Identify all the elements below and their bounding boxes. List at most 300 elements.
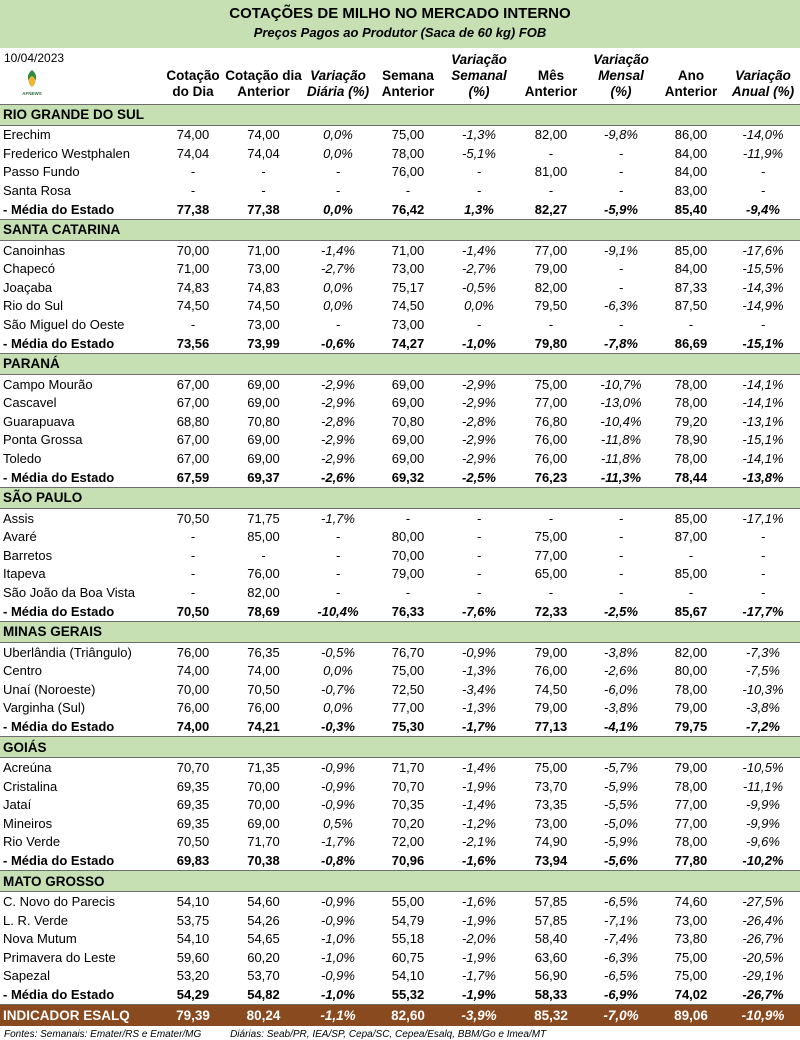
city-cell: - <box>476 183 482 199</box>
table-row <box>0 297 800 316</box>
average-cell: 79,75 <box>656 717 726 737</box>
city-cell: 73,00 <box>674 912 708 928</box>
header-row <box>0 48 800 104</box>
city-cell: 78,90 <box>674 432 708 448</box>
city-cell: 72,00 <box>391 834 425 850</box>
table-row <box>0 259 800 278</box>
table-row <box>0 431 800 450</box>
city-label: Toledo <box>3 451 42 467</box>
header-semana-anterior: Semana Anterior <box>381 67 435 99</box>
city-cell: 76,00 <box>534 432 568 448</box>
average-cell: 54,29 <box>161 985 225 1005</box>
city-cell: -0,9% <box>321 893 355 909</box>
city-cell: 74,50 <box>247 298 280 314</box>
city-cell: 78,00 <box>674 681 708 697</box>
city-cell: 0,0% <box>323 127 353 143</box>
city-cell: - <box>476 164 482 180</box>
average-cell: 77,38 <box>161 200 225 220</box>
city-label: Assis <box>3 510 35 526</box>
city-cell: - <box>688 547 694 563</box>
city-cell: 69,35 <box>176 797 210 813</box>
city-cell: -11,8% <box>600 451 642 467</box>
average-cell: 82,27 <box>516 200 586 220</box>
city-cell: -2,9% <box>321 376 355 392</box>
city-cell: 54,65 <box>247 931 280 947</box>
city-cell: - <box>618 547 624 563</box>
city-cell: - <box>335 183 341 199</box>
city-cell: 71,00 <box>391 242 425 258</box>
city-cell: 87,50 <box>674 298 708 314</box>
city-cell: -14,1% <box>742 451 784 467</box>
city-label: Joaçaba <box>3 279 53 295</box>
city-cell: -7,3% <box>746 644 780 660</box>
state-average-row <box>0 334 800 354</box>
table-row <box>0 181 800 200</box>
city-cell: - <box>760 183 766 199</box>
city-cell: - <box>335 566 341 582</box>
table-row <box>0 642 800 661</box>
average-label: - Média do Estado <box>0 717 161 737</box>
city-cell: 71,75 <box>247 510 280 526</box>
city-cell: - <box>190 317 196 333</box>
city-cell: 80,00 <box>391 529 425 545</box>
state-average-row <box>0 851 800 871</box>
average-cell: 76,23 <box>516 468 586 488</box>
average-cell: 85,40 <box>656 200 726 220</box>
city-cell: 71,70 <box>247 834 280 850</box>
city-cell: -0,9% <box>462 644 496 660</box>
table-row <box>0 278 800 297</box>
city-cell: - <box>548 317 554 333</box>
city-cell: -20,5% <box>742 949 784 965</box>
average-cell: -1,7% <box>442 717 516 737</box>
average-label: - Média do Estado <box>0 468 161 488</box>
city-cell: -1,4% <box>462 242 496 258</box>
state-name: MINAS GERAIS <box>0 621 800 642</box>
city-cell: 0,0% <box>464 298 494 314</box>
city-cell: -1,9% <box>462 912 496 928</box>
average-cell: -4,1% <box>586 717 656 737</box>
city-cell: - <box>405 584 411 600</box>
city-cell: - <box>760 529 766 545</box>
state-section-header <box>0 219 800 240</box>
state-name: GOIÁS <box>0 737 800 758</box>
city-label: Mineiros <box>3 815 53 831</box>
city-cell: -3,8% <box>604 644 638 660</box>
city-cell: -13,0% <box>600 395 642 411</box>
city-cell: -1,4% <box>462 797 496 813</box>
average-cell: 74,02 <box>656 985 726 1005</box>
city-cell: 60,75 <box>391 949 425 965</box>
city-cell: -1,3% <box>462 663 496 679</box>
city-cell: 77,00 <box>534 242 568 258</box>
city-label: Acreúna <box>3 759 52 775</box>
city-cell: 73,00 <box>391 317 425 333</box>
average-cell: -2,5% <box>586 602 656 622</box>
city-cell: - <box>760 317 766 333</box>
city-cell: -26,4% <box>742 912 784 928</box>
city-cell: -2,7% <box>462 261 496 277</box>
city-cell: -9,9% <box>746 797 780 813</box>
city-cell: 71,35 <box>247 759 280 775</box>
city-cell: 70,35 <box>391 797 425 813</box>
average-cell: 79,80 <box>516 334 586 354</box>
city-cell: - <box>618 279 624 295</box>
city-cell: 71,00 <box>247 242 280 258</box>
city-cell: 54,10 <box>176 893 210 909</box>
city-cell: - <box>618 584 624 600</box>
table-row <box>0 583 800 602</box>
average-cell: -1,6% <box>442 851 516 871</box>
table-row <box>0 374 800 393</box>
table-row <box>0 240 800 259</box>
city-label: Jataí <box>3 797 32 813</box>
average-cell: -11,3% <box>586 468 656 488</box>
city-cell: - <box>261 164 266 180</box>
average-cell: 85,67 <box>656 602 726 622</box>
average-cell: -7,6% <box>442 602 516 622</box>
city-cell: 78,00 <box>391 145 425 161</box>
city-cell: -3,8% <box>746 700 780 716</box>
city-cell: -27,5% <box>742 893 784 909</box>
average-cell: 1,3% <box>442 200 516 220</box>
state-section-header <box>0 737 800 758</box>
city-label: Avaré <box>3 529 37 545</box>
table-row <box>0 929 800 948</box>
average-cell: 54,82 <box>225 985 302 1005</box>
city-cell: - <box>688 317 694 333</box>
city-cell: 74,04 <box>176 145 210 161</box>
average-cell: 67,59 <box>161 468 225 488</box>
city-cell: -10,3% <box>742 681 784 697</box>
city-cell: 72,50 <box>391 681 425 697</box>
city-cell: -1,4% <box>462 759 496 775</box>
average-cell: 77,13 <box>516 717 586 737</box>
table-row <box>0 508 800 527</box>
average-cell: 78,44 <box>656 468 726 488</box>
indicator-cell: 85,32 <box>516 1005 586 1027</box>
average-cell: 74,27 <box>374 334 442 354</box>
city-cell: -2,8% <box>462 413 496 429</box>
city-cell: 69,00 <box>247 376 280 392</box>
header-variacao-diaria: Variação Diária (%) <box>306 67 370 99</box>
city-label: Campo Mourão <box>3 376 93 392</box>
table-row <box>0 892 800 911</box>
city-cell: 70,00 <box>176 681 210 697</box>
average-label: - Média do Estado <box>0 200 161 220</box>
city-cell: -1,7% <box>462 968 496 984</box>
city-cell: -9,8% <box>604 127 638 143</box>
city-cell: 84,00 <box>674 261 708 277</box>
city-cell: 70,50 <box>176 834 210 850</box>
city-cell: -6,0% <box>604 681 638 697</box>
city-cell: 0,0% <box>323 298 353 314</box>
state-average-row <box>0 200 800 220</box>
table-row <box>0 449 800 468</box>
average-cell: -5,9% <box>586 200 656 220</box>
city-label: Canoinhas <box>3 242 66 258</box>
city-cell: 73,00 <box>534 815 568 831</box>
city-cell: 70,70 <box>391 778 425 794</box>
city-cell: -14,3% <box>742 279 784 295</box>
table-row <box>0 777 800 796</box>
average-cell: 78,69 <box>225 602 302 622</box>
city-cell: 85,00 <box>674 566 708 582</box>
city-cell: 54,79 <box>391 912 425 928</box>
average-cell: 69,37 <box>225 468 302 488</box>
city-cell: - <box>261 183 266 199</box>
city-cell: 74,00 <box>247 127 280 143</box>
average-cell: 73,94 <box>516 851 586 871</box>
city-cell: -1,4% <box>321 242 355 258</box>
city-cell: 76,70 <box>391 644 425 660</box>
city-cell: 71,00 <box>176 261 210 277</box>
city-cell: -2,9% <box>462 432 496 448</box>
city-cell: 74,83 <box>247 279 280 295</box>
city-cell: -1,6% <box>462 893 496 909</box>
average-cell: 76,33 <box>374 602 442 622</box>
table-body <box>0 104 800 1026</box>
table-row <box>0 315 800 334</box>
city-cell: - <box>688 584 694 600</box>
header-variacao-semanal: Variação Semanal (%) <box>451 51 507 99</box>
table-row <box>0 814 800 833</box>
indicator-cell: -3,9% <box>442 1005 516 1027</box>
city-cell: -1,2% <box>462 815 496 831</box>
city-cell: -5,9% <box>604 778 638 794</box>
city-cell: 56,90 <box>534 968 568 984</box>
city-cell: 83,00 <box>674 183 708 199</box>
city-cell: -2,7% <box>321 261 355 277</box>
city-cell: 75,00 <box>674 968 708 984</box>
city-label: Chapecó <box>3 261 56 277</box>
city-cell: 76,00 <box>534 663 568 679</box>
city-cell: 0,0% <box>323 279 353 295</box>
average-cell: -10,4% <box>302 602 374 622</box>
city-label: Uberlândia (Triângulo) <box>3 644 132 660</box>
city-cell: -14,9% <box>742 298 784 314</box>
city-cell: 70,70 <box>176 759 210 775</box>
city-cell: 79,50 <box>534 298 568 314</box>
header-mes-anterior: Mês Anterior <box>524 67 578 99</box>
average-cell: -10,2% <box>726 851 800 871</box>
city-cell: 77,00 <box>534 395 568 411</box>
table-row <box>0 967 800 986</box>
average-cell: 70,50 <box>161 602 225 622</box>
table-row <box>0 758 800 777</box>
city-cell: 58,40 <box>534 931 568 947</box>
city-cell: -1,0% <box>321 949 355 965</box>
city-cell: -14,0% <box>742 127 784 143</box>
city-cell: 60,20 <box>247 949 280 965</box>
state-name: PARANÁ <box>0 353 800 374</box>
table-row <box>0 661 800 680</box>
city-cell: 0,0% <box>323 145 353 161</box>
city-cell: - <box>618 566 624 582</box>
city-cell: 57,85 <box>534 893 568 909</box>
indicator-esalq-row <box>0 1005 800 1027</box>
city-cell: - <box>548 584 554 600</box>
city-cell: - <box>190 183 196 199</box>
table-row <box>0 680 800 699</box>
city-cell: -5,0% <box>604 815 638 831</box>
table-row <box>0 527 800 546</box>
city-cell: 69,35 <box>176 815 210 831</box>
state-section-header <box>0 871 800 892</box>
header-cotacao-anterior: Cotação dia Anterior <box>225 67 302 99</box>
city-cell: -2,9% <box>462 395 496 411</box>
afnews-logo-icon <box>22 68 42 98</box>
average-cell: -0,8% <box>302 851 374 871</box>
city-cell: - <box>335 529 341 545</box>
city-label: Passo Fundo <box>3 164 80 180</box>
city-cell: - <box>335 164 341 180</box>
city-cell: -15,1% <box>742 432 784 448</box>
city-cell: 53,70 <box>247 968 280 984</box>
city-label: Cascavel <box>3 395 57 411</box>
city-cell: -17,6% <box>742 242 784 258</box>
header-variacao-mensal: Variação Mensal (%) <box>593 51 649 99</box>
city-cell: 55,00 <box>391 893 425 909</box>
city-cell: 63,60 <box>534 949 568 965</box>
city-label: Frederico Westphalen <box>3 145 130 161</box>
city-cell: -1,7% <box>321 510 355 526</box>
city-label: Unaí (Noroeste) <box>3 681 96 697</box>
city-cell: 78,00 <box>674 376 708 392</box>
city-cell: 85,00 <box>247 529 280 545</box>
city-cell: - <box>618 529 624 545</box>
city-cell: - <box>476 584 482 600</box>
city-cell: -2,0% <box>462 931 496 947</box>
city-cell: 74,00 <box>176 663 210 679</box>
average-cell: 74,21 <box>225 717 302 737</box>
city-cell: 69,00 <box>247 432 280 448</box>
city-cell: 75,17 <box>391 279 425 295</box>
state-section-header <box>0 621 800 642</box>
city-cell: -6,5% <box>604 893 638 909</box>
document-subtitle: Preços Pagos ao Produtor (Saca de 60 kg) FOB <box>253 25 547 40</box>
average-cell: -17,7% <box>726 602 800 622</box>
city-cell: 82,00 <box>247 584 280 600</box>
city-cell: 78,00 <box>674 834 708 850</box>
city-cell: 74,83 <box>176 279 210 295</box>
city-cell: 75,00 <box>534 759 568 775</box>
average-cell: 86,69 <box>656 334 726 354</box>
city-cell: 75,00 <box>534 376 568 392</box>
city-cell: 85,00 <box>674 242 708 258</box>
city-cell: 71,70 <box>391 759 425 775</box>
indicator-cell: 89,06 <box>656 1005 726 1027</box>
state-average-row <box>0 717 800 737</box>
city-cell: - <box>618 510 624 526</box>
city-cell: -1,3% <box>462 127 496 143</box>
city-cell: 70,80 <box>391 413 425 429</box>
footnote <box>0 1026 800 1040</box>
city-cell: 85,00 <box>674 510 708 526</box>
city-cell: 74,90 <box>534 834 568 850</box>
table-row <box>0 948 800 967</box>
header-cotacao-dia: Cotação do Dia <box>166 67 220 99</box>
city-cell: 76,00 <box>247 566 280 582</box>
city-cell: 79,00 <box>674 700 708 716</box>
city-cell: -0,9% <box>321 968 355 984</box>
state-section-header <box>0 104 800 125</box>
city-label: Rio Verde <box>3 834 61 850</box>
city-label: Barretos <box>3 547 53 563</box>
city-cell: -10,5% <box>742 759 784 775</box>
city-cell: -2,1% <box>462 834 496 850</box>
city-cell: 0,0% <box>323 663 353 679</box>
footnote-weekly-sources: Fontes: Semanais: Emater/RS e Emater/MG <box>4 1029 202 1040</box>
average-cell: -1,9% <box>442 985 516 1005</box>
city-cell: 74,60 <box>674 893 708 909</box>
city-cell: - <box>190 547 196 563</box>
city-cell: 78,00 <box>674 778 708 794</box>
city-cell: 55,18 <box>391 931 425 947</box>
city-label: Rio do Sul <box>3 298 63 314</box>
state-name: SANTA CATARINA <box>0 219 800 240</box>
city-label: Santa Rosa <box>3 183 71 199</box>
city-cell: -7,5% <box>746 663 780 679</box>
city-cell: 67,00 <box>176 376 210 392</box>
city-cell: -3,4% <box>462 681 496 697</box>
table-row <box>0 795 800 814</box>
city-cell: - <box>335 547 341 563</box>
city-cell: 74,04 <box>247 145 280 161</box>
city-cell: 76,35 <box>247 644 280 660</box>
average-cell: 75,30 <box>374 717 442 737</box>
city-cell: -1,9% <box>462 949 496 965</box>
city-label: Ponta Grossa <box>3 432 83 448</box>
city-cell: - <box>760 584 766 600</box>
average-cell: -2,5% <box>442 468 516 488</box>
average-cell: -0,6% <box>302 334 374 354</box>
average-cell: -0,3% <box>302 717 374 737</box>
document-title: COTAÇÕES DE MILHO NO MERCADO INTERNO <box>229 5 571 22</box>
city-cell: 76,00 <box>391 164 425 180</box>
city-cell: 75,00 <box>534 529 568 545</box>
city-cell: 79,00 <box>674 759 708 775</box>
average-cell: 69,32 <box>374 468 442 488</box>
city-cell: - <box>618 145 624 161</box>
city-cell: 82,00 <box>534 279 568 295</box>
quotes-table <box>0 48 800 1026</box>
city-cell: 84,00 <box>674 145 708 161</box>
city-cell: 69,00 <box>391 432 425 448</box>
indicator-cell: 79,39 <box>161 1005 225 1027</box>
city-cell: 79,00 <box>534 700 568 716</box>
city-cell: -0,7% <box>321 681 355 697</box>
city-cell: -10,4% <box>600 413 642 429</box>
city-cell: 67,00 <box>176 395 210 411</box>
city-cell: -2,9% <box>462 451 496 467</box>
city-cell: 84,00 <box>674 164 708 180</box>
city-cell: -2,8% <box>321 413 355 429</box>
city-cell: -0,9% <box>321 912 355 928</box>
city-cell: 70,20 <box>391 815 425 831</box>
city-cell: 73,35 <box>534 797 568 813</box>
state-section-header <box>0 487 800 508</box>
average-label: - Média do Estado <box>0 851 161 871</box>
city-cell: -0,9% <box>321 759 355 775</box>
city-cell: 82,00 <box>674 644 708 660</box>
city-cell: -1,9% <box>462 778 496 794</box>
city-cell: 54,26 <box>247 912 280 928</box>
city-label: Guarapuava <box>3 413 75 429</box>
city-cell: 76,00 <box>176 644 210 660</box>
city-cell: 54,60 <box>247 893 280 909</box>
city-cell: 73,00 <box>391 261 425 277</box>
